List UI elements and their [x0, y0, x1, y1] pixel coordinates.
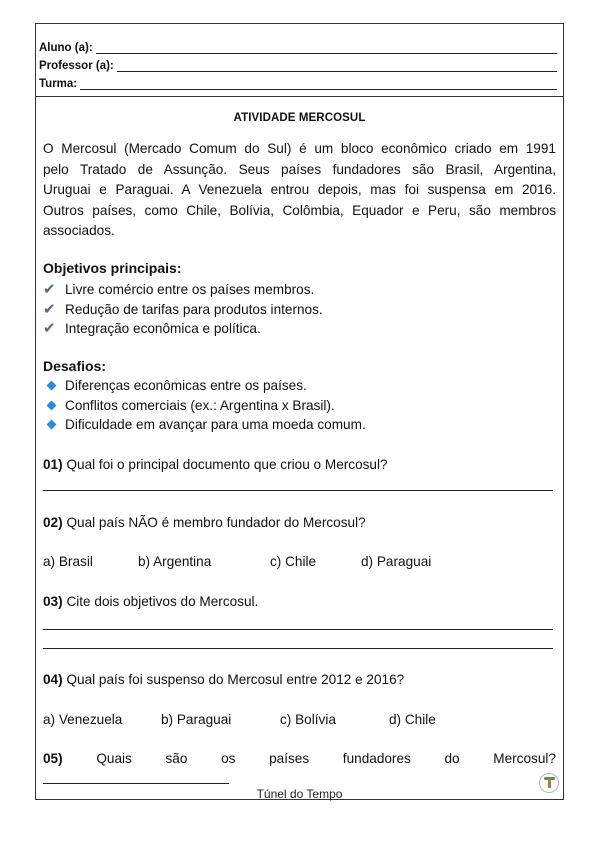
desafio-text: Diferenças econômicas entre os países.	[65, 378, 307, 393]
question-text: Cite dois objetivos do Mercosul.	[66, 594, 259, 609]
option-d[interactable]: d) Paraguai	[361, 554, 432, 569]
professor-field[interactable]	[117, 60, 557, 72]
objetivo-item	[43, 280, 314, 298]
option-d[interactable]: d) Chile	[389, 712, 436, 727]
desafio-item	[43, 378, 307, 393]
intro-line: associados.	[43, 223, 115, 238]
desafio-text: Dificuldade em avançar para uma moeda comum.	[65, 417, 366, 432]
intro-line: Uruguai e Paraguai. A Venezuela entrou depois, mas foi suspensa em 2016.	[43, 182, 556, 197]
question-text: Qual foi o principal documento que criou o Mercosul?	[66, 457, 388, 472]
question-word: do	[444, 751, 460, 766]
objetivo-text: Livre comércio entre os países membros.	[65, 281, 315, 297]
question-word: países	[269, 751, 310, 766]
turma-label: Turma:	[39, 78, 78, 90]
objetivos-heading: Objetivos principais:	[43, 260, 182, 276]
question-text: Qual país NÃO é membro fundador do Mercosul?	[66, 515, 366, 530]
question-number: 02)	[43, 515, 63, 530]
turma-row	[39, 74, 557, 90]
question-number: 04)	[43, 672, 63, 687]
question-text: Qual país foi suspenso do Mercosul entre 2012 e 2016?	[66, 672, 405, 687]
answer-line-1[interactable]	[43, 490, 553, 491]
aluno-row	[39, 38, 557, 54]
question-word: são	[165, 751, 188, 766]
check-icon: ✔	[43, 301, 56, 318]
professor-row	[39, 56, 557, 72]
diamond-bullet-icon	[47, 401, 57, 411]
desafio-text: Conflitos comerciais (ex.: Argentina x Brasil).	[65, 398, 335, 413]
objetivo-text: Integração econômica e política.	[65, 320, 261, 336]
option-b[interactable]: b) Argentina	[138, 554, 212, 569]
question-word: fundadores	[342, 751, 411, 766]
answer-line-3a[interactable]	[43, 629, 553, 630]
desafios-heading: Desafios:	[43, 358, 107, 374]
intro-paragraph	[43, 139, 556, 242]
turma-field[interactable]	[80, 78, 557, 90]
aluno-label: Aluno (a):	[39, 42, 93, 54]
option-c[interactable]: c) Chile	[270, 554, 317, 569]
aluno-field[interactable]	[96, 42, 557, 54]
page-title: ATIVIDADE MERCOSUL	[233, 112, 366, 124]
question-number: 03)	[43, 594, 63, 609]
student-header	[36, 24, 563, 97]
intro-line: O Mercosul (Mercado Comum do Sul) é um bloco econômico criado em 1991	[43, 141, 556, 156]
answer-line-3b[interactable]	[43, 648, 553, 649]
objetivo-text: Redução de tarifas para produtos internos.	[65, 301, 323, 317]
intro-line: Outros países, como Chile, Bolívia, Colômbia, Equador e Peru, são membros	[43, 202, 556, 218]
question-2	[43, 515, 366, 530]
check-icon: ✔	[43, 320, 56, 337]
diamond-bullet-icon	[47, 420, 57, 430]
worksheet-frame	[35, 23, 564, 800]
question-number: 05)	[43, 751, 63, 766]
question-word: Mercosul?	[493, 751, 556, 766]
question-word: Quais	[96, 751, 132, 766]
check-icon: ✔	[43, 281, 56, 298]
desafio-item	[43, 398, 335, 413]
tree-logo-icon	[539, 773, 559, 793]
footer-text: Túnel do Tempo	[256, 787, 343, 801]
option-a[interactable]: a) Brasil	[43, 554, 93, 569]
professor-label: Professor (a):	[39, 60, 114, 72]
objetivo-item	[43, 319, 261, 337]
question-1	[43, 457, 388, 472]
answer-line-5[interactable]	[43, 783, 229, 784]
option-a[interactable]: a) Venezuela	[43, 712, 123, 727]
question-4	[43, 672, 404, 687]
question-3	[43, 594, 258, 609]
objetivo-item	[43, 300, 323, 318]
option-b[interactable]: b) Paraguai	[161, 712, 232, 727]
desafio-item	[43, 417, 366, 432]
question-5	[43, 751, 556, 766]
diamond-bullet-icon	[47, 381, 57, 391]
question-number: 01)	[43, 457, 63, 472]
option-c[interactable]: c) Bolívia	[280, 712, 336, 727]
intro-line: pelo Tratado de Assunção. Seus países fundadores são Brasil, Argentina,	[43, 161, 556, 177]
question-word: os	[221, 751, 236, 766]
